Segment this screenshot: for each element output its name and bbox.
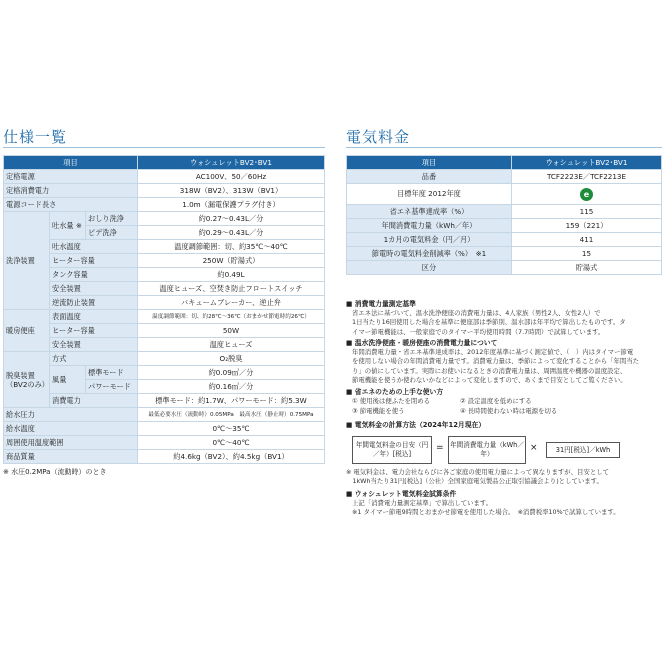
spec-row	[4, 352, 325, 366]
electricity-row	[347, 233, 662, 247]
electricity-value: TCF2223E／TCF2213E	[512, 170, 662, 184]
spec-value: 温度ヒューズ	[138, 338, 325, 352]
spec-row	[4, 324, 325, 338]
spec-sub-sub-label: 標準モード	[86, 366, 138, 380]
electricity-header-item: 項目	[347, 156, 512, 170]
note-consumption-body	[352, 348, 664, 386]
spec-row	[4, 282, 325, 296]
spec-value: 約0.27〜0.43L／分	[138, 212, 325, 226]
spec-row	[4, 212, 325, 226]
spec-header-item: 項目	[4, 156, 138, 170]
note-conditions-body	[352, 499, 664, 518]
electricity-title: 電気料金	[346, 128, 411, 146]
electricity-row	[347, 219, 662, 233]
spec-label: 周囲使用温度範囲	[4, 436, 138, 450]
note-line: 省エネ法に基づいて、温水洗浄便座の消費電力量は、4人家族（男性2人、女性2人）で	[352, 309, 601, 317]
electricity-label: 区分	[347, 261, 512, 275]
electricity-row	[347, 205, 662, 219]
spec-value: 318W（BV2）、313W（BV1）	[138, 184, 325, 198]
electricity-label: 品番	[347, 170, 512, 184]
spec-footnote: ※ 水圧0.2MPa（流動時）のとき	[3, 468, 107, 476]
spec-value: 0℃〜35℃	[138, 422, 325, 436]
spec-sub-label: 吐水量 ※	[50, 212, 86, 240]
electricity-value: 411	[512, 233, 662, 247]
spec-row	[4, 422, 325, 436]
spec-header-product: ウォシュレットBV2･BV1	[138, 156, 325, 170]
note-line: を使用しない場合の年間消費電力量です。消費電力量は、季節によって変化することから「年間当た	[352, 357, 640, 366]
spec-title: 仕様一覧	[3, 128, 68, 146]
spec-sub-label: 表面温度	[50, 310, 138, 324]
spec-value: 温度調節範囲：切、約28℃〜36℃（おまかせ節電時約26℃）	[138, 310, 325, 324]
spec-sub-label: 逆流防止装置	[50, 296, 138, 310]
note-line: ※1 タイマー節電9時間とおまかせ節電を使用した場合。 ※消費税率10%で試算しています。	[352, 508, 620, 517]
spec-table	[3, 155, 325, 464]
spec-value: 1.0m（漏電保護プラグ付き）	[138, 198, 325, 212]
spec-sub-sub-label: ビデ洗浄	[86, 226, 138, 240]
spec-row	[4, 170, 325, 184]
electricity-row	[347, 247, 662, 261]
spec-value: O₂脱臭	[138, 352, 325, 366]
note-line: 1日当たり16回使用した場合を基準に便座部は季節別、温水部は年平均で算出したものです。タ	[352, 318, 626, 327]
spec-group-label: 洗浄装置	[4, 212, 50, 310]
spec-label: 電源コード長さ	[4, 198, 138, 212]
note-line: り」の値にしています。実際にお使いになるときの消費電力量は、周囲温度や機器の温度設定、	[352, 366, 627, 375]
spec-value: 0℃〜40℃	[138, 436, 325, 450]
spec-value: 標準モード：約1.7W、パワーモード：約5.3W	[138, 394, 325, 408]
tip-item: ③ 節電機能を使う	[352, 407, 405, 415]
spec-value: 250W（貯湯式）	[138, 254, 325, 268]
electricity-label: 省エネ基準達成率（%）	[347, 205, 512, 219]
note-conditions-head: ■ ウォシュレット電気料金試算条件	[346, 490, 457, 498]
spec-row	[4, 296, 325, 310]
tip-item: ④ 長時間使わない時は電源を切る	[460, 407, 558, 415]
spec-row	[4, 450, 325, 464]
spec-value: 50W	[138, 324, 325, 338]
spec-sub-label: 方式	[50, 352, 138, 366]
spec-row	[4, 408, 325, 422]
spec-row	[4, 436, 325, 450]
spec-value: 温度調節範囲：切、約35℃〜40℃	[138, 240, 325, 254]
spec-group-label: 脱臭装置（BV2のみ）	[4, 352, 50, 408]
tip-item: ① 使用後は便ふたを閉める	[352, 397, 431, 405]
spec-row	[4, 366, 325, 380]
electricity-value: 15	[512, 247, 662, 261]
electricity-table	[346, 155, 662, 275]
note-price-body	[346, 468, 662, 487]
spec-value: 約4.6kg（BV2）、約4.5kg（BV1）	[138, 450, 325, 464]
electricity-label: 年間消費電力量（kWh／年）	[347, 219, 512, 233]
formula-annual-kwh-box: 年間消費電力量（kWh／年）	[448, 436, 526, 464]
spec-row	[4, 310, 325, 324]
spec-sub-label: 風量	[50, 366, 86, 394]
spec-label: 給水温度	[4, 422, 138, 436]
spec-sub-label: ヒーター容量	[50, 254, 138, 268]
spec-group-label: 暖房便座	[4, 310, 50, 352]
spec-sub-sub-label: パワーモード	[86, 380, 138, 394]
note-measurement-head: ■ 消費電力量測定基準	[346, 300, 416, 308]
electricity-row	[347, 170, 662, 184]
spec-value: 約0.09㎥／分	[138, 366, 325, 380]
spec-row	[4, 198, 325, 212]
electricity-value: 115	[512, 205, 662, 219]
formula-times: ×	[530, 443, 538, 453]
spec-label: 定格電源	[4, 170, 138, 184]
spec-value: 最低必要水圧（流動時）0.05MPa 最高水圧（静止時）0.75MPa	[138, 408, 325, 422]
spec-row	[4, 268, 325, 282]
spec-label: 定格消費電力	[4, 184, 138, 198]
note-measurement-body	[352, 309, 664, 337]
eco-mark-icon: e	[580, 188, 593, 201]
spec-row	[4, 254, 325, 268]
spec-label: 商品質量	[4, 450, 138, 464]
note-line: 節電機能を使うか使わないかなどによって変化しますので、あくまで目安としてご覧ください。	[352, 376, 627, 385]
electricity-value: 159（221）	[512, 219, 662, 233]
note-calc-head: ■ 電気料金の計算方法（2024年12月現在）	[346, 421, 486, 429]
spec-value: AC100V、50／60Hz	[138, 170, 325, 184]
formula-annual-cost-box: 年間電気料金の目安（円／年）[税込]	[352, 436, 432, 464]
spec-value: バキュームブレーカー、逆止弁	[138, 296, 325, 310]
spec-row	[4, 394, 325, 408]
spec-sub-sub-label: おしり洗浄	[86, 212, 138, 226]
spec-value: 約0.49L	[138, 268, 325, 282]
spec-row	[4, 184, 325, 198]
spec-sub-label: 吐水温度	[50, 240, 138, 254]
note-line: 年間消費電力量・省エネ基準達成率は、2012年度基準に基づく測定値で、（ ）内はタイマー節電	[352, 348, 634, 356]
electricity-row	[347, 261, 662, 275]
spec-sub-label: ヒーター容量	[50, 324, 138, 338]
electricity-label: 目標年度 2012年度	[347, 184, 512, 205]
spec-value: 約0.29〜0.43L／分	[138, 226, 325, 240]
spec-row	[4, 240, 325, 254]
electricity-header-product: ウォシュレットBV2･BV1	[512, 156, 662, 170]
electricity-title-rule	[346, 147, 662, 148]
formula-unit-price-box: 31円[税込]／kWh	[546, 442, 620, 458]
spec-sub-label: 消費電力	[50, 394, 138, 408]
spec-sub-label: タンク容量	[50, 268, 138, 282]
electricity-row	[347, 184, 662, 205]
note-line: 上記「消費電力量測定基準」で算出しています。	[352, 499, 493, 507]
electricity-label: 節電時の電気料金削減率（%） ※1	[347, 247, 512, 261]
note-line: イマー節電機能は、一般家庭でのタイマー平均使用時間（7.7時間）で試算しています。	[352, 327, 605, 336]
electricity-value: 貯湯式	[512, 261, 662, 275]
spec-sub-label: 安全装置	[50, 282, 138, 296]
spec-value: 温度ヒューズ、空焚き防止フロートスイッチ	[138, 282, 325, 296]
note-line: ※ 電気料金は、電力会社ならびに各ご家庭の使用電力量によって異なりますが、目安として	[346, 468, 610, 476]
spec-value: 約0.16㎥／分	[138, 380, 325, 394]
spec-title-rule	[3, 147, 325, 148]
spec-row	[4, 338, 325, 352]
formula-equals: =	[436, 443, 444, 453]
electricity-label: 1カ月の電気料金（円／月）	[347, 233, 512, 247]
electricity-value	[512, 184, 662, 205]
spec-sub-label: 安全装置	[50, 338, 138, 352]
tip-item: ② 設定温度を低めにする	[460, 397, 532, 405]
spec-label: 給水圧力	[4, 408, 138, 422]
note-consumption-head: ■ 温水洗浄便座・暖房便座の消費電力量について	[346, 339, 498, 347]
note-tips-head: ■ 省エネのための上手な使い方	[346, 388, 444, 396]
note-line: 1kWh当たり31円[税込]（公社）全国家庭電気製品公正取引協議会より)としています。	[346, 477, 603, 486]
